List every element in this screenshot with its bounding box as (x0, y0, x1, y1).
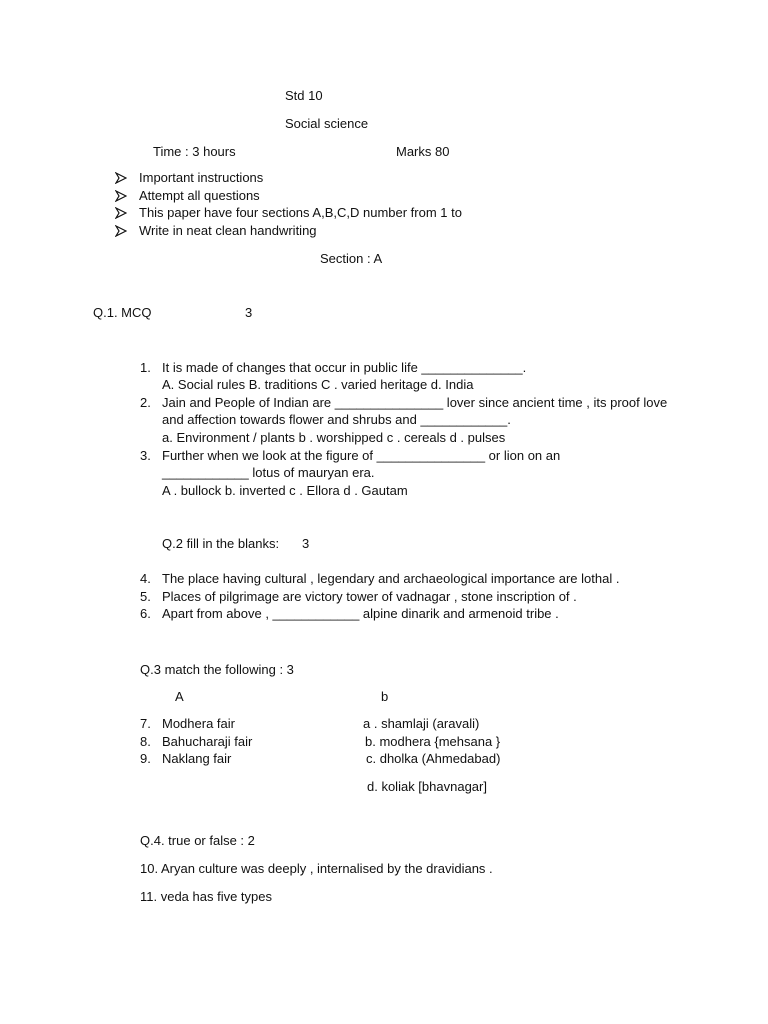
q3-heading: Q.3 match the following : 3 (140, 662, 294, 677)
question-options: A . bullock b. inverted c . Ellora d . Gautam (162, 483, 408, 498)
match-left: Modhera fair (162, 716, 235, 731)
section-title: Section : A (320, 251, 383, 266)
column-b-header: b (381, 689, 389, 704)
question-number: 5. (140, 589, 151, 604)
match-left: Naklang fair (162, 751, 232, 766)
time-label: Time : 3 hours (153, 144, 236, 159)
instruction-item: Write in neat clean handwriting (139, 223, 317, 238)
question-text: 11. veda has five types (140, 889, 273, 904)
instruction-item: Important instructions (139, 170, 264, 185)
question-number: 7. (140, 716, 151, 731)
std-label: Std 10 (285, 88, 323, 103)
arrow-bullet-icon (115, 172, 127, 184)
match-right: a . shamlaji (aravali) (363, 716, 480, 731)
question-options: A. Social rules B. traditions C . varied heritage d. India (162, 377, 474, 392)
subject-label: Social science (285, 116, 369, 131)
match-right-extra: d. koliak [bhavnagar] (367, 779, 487, 794)
question-number: 1. (140, 360, 151, 375)
question-number: 6. (140, 606, 151, 621)
instruction-item: This paper have four sections A,B,C,D number from 1 to (139, 205, 462, 220)
question-number: 4. (140, 571, 151, 586)
q4-heading: Q.4. true or false : 2 (140, 833, 255, 848)
match-right: c. dholka (Ahmedabad) (366, 751, 501, 766)
arrow-bullet-icon (115, 225, 127, 237)
match-left: Bahucharaji fair (162, 734, 253, 749)
question-text: The place having cultural , legendary and archaeological importance are lothal . (162, 571, 620, 586)
arrow-bullet-icon (115, 207, 127, 219)
question-text: Further when we look at the figure of _______________ or lion on an (162, 448, 561, 463)
question-text: Jain and People of Indian are _______________ lover since ancient time , its proof love (162, 395, 668, 410)
match-right: b. modhera {mehsana } (365, 734, 501, 749)
question-number: 2. (140, 395, 151, 410)
question-number: 3. (140, 448, 151, 463)
arrow-bullet-icon (115, 190, 127, 202)
marks-label: Marks 80 (396, 144, 450, 159)
q1-heading: Q.1. MCQ (93, 305, 152, 320)
question-text: It is made of changes that occur in public life ______________. (162, 360, 527, 375)
question-text: Places of pilgrimage are victory tower of vadnagar , stone inscription of . (162, 589, 577, 604)
question-options: a. Environment / plants b . worshipped c . cereals d . pulses (162, 430, 506, 445)
q2-marks: 3 (302, 536, 310, 551)
question-number: 9. (140, 751, 151, 766)
question-text-cont: and affection towards flower and shrubs and ____________. (162, 412, 511, 427)
question-number: 8. (140, 734, 151, 749)
question-text-cont: ____________ lotus of mauryan era. (162, 465, 375, 480)
question-text: Apart from above , ____________ alpine dinarik and armenoid tribe . (162, 606, 559, 621)
instruction-item: Attempt all questions (139, 188, 260, 203)
q2-heading: Q.2 fill in the blanks: (162, 536, 280, 551)
column-a-header: A (175, 689, 184, 704)
q1-marks: 3 (245, 305, 253, 320)
question-text: 10. Aryan culture was deeply , internalised by the dravidians . (140, 861, 493, 876)
